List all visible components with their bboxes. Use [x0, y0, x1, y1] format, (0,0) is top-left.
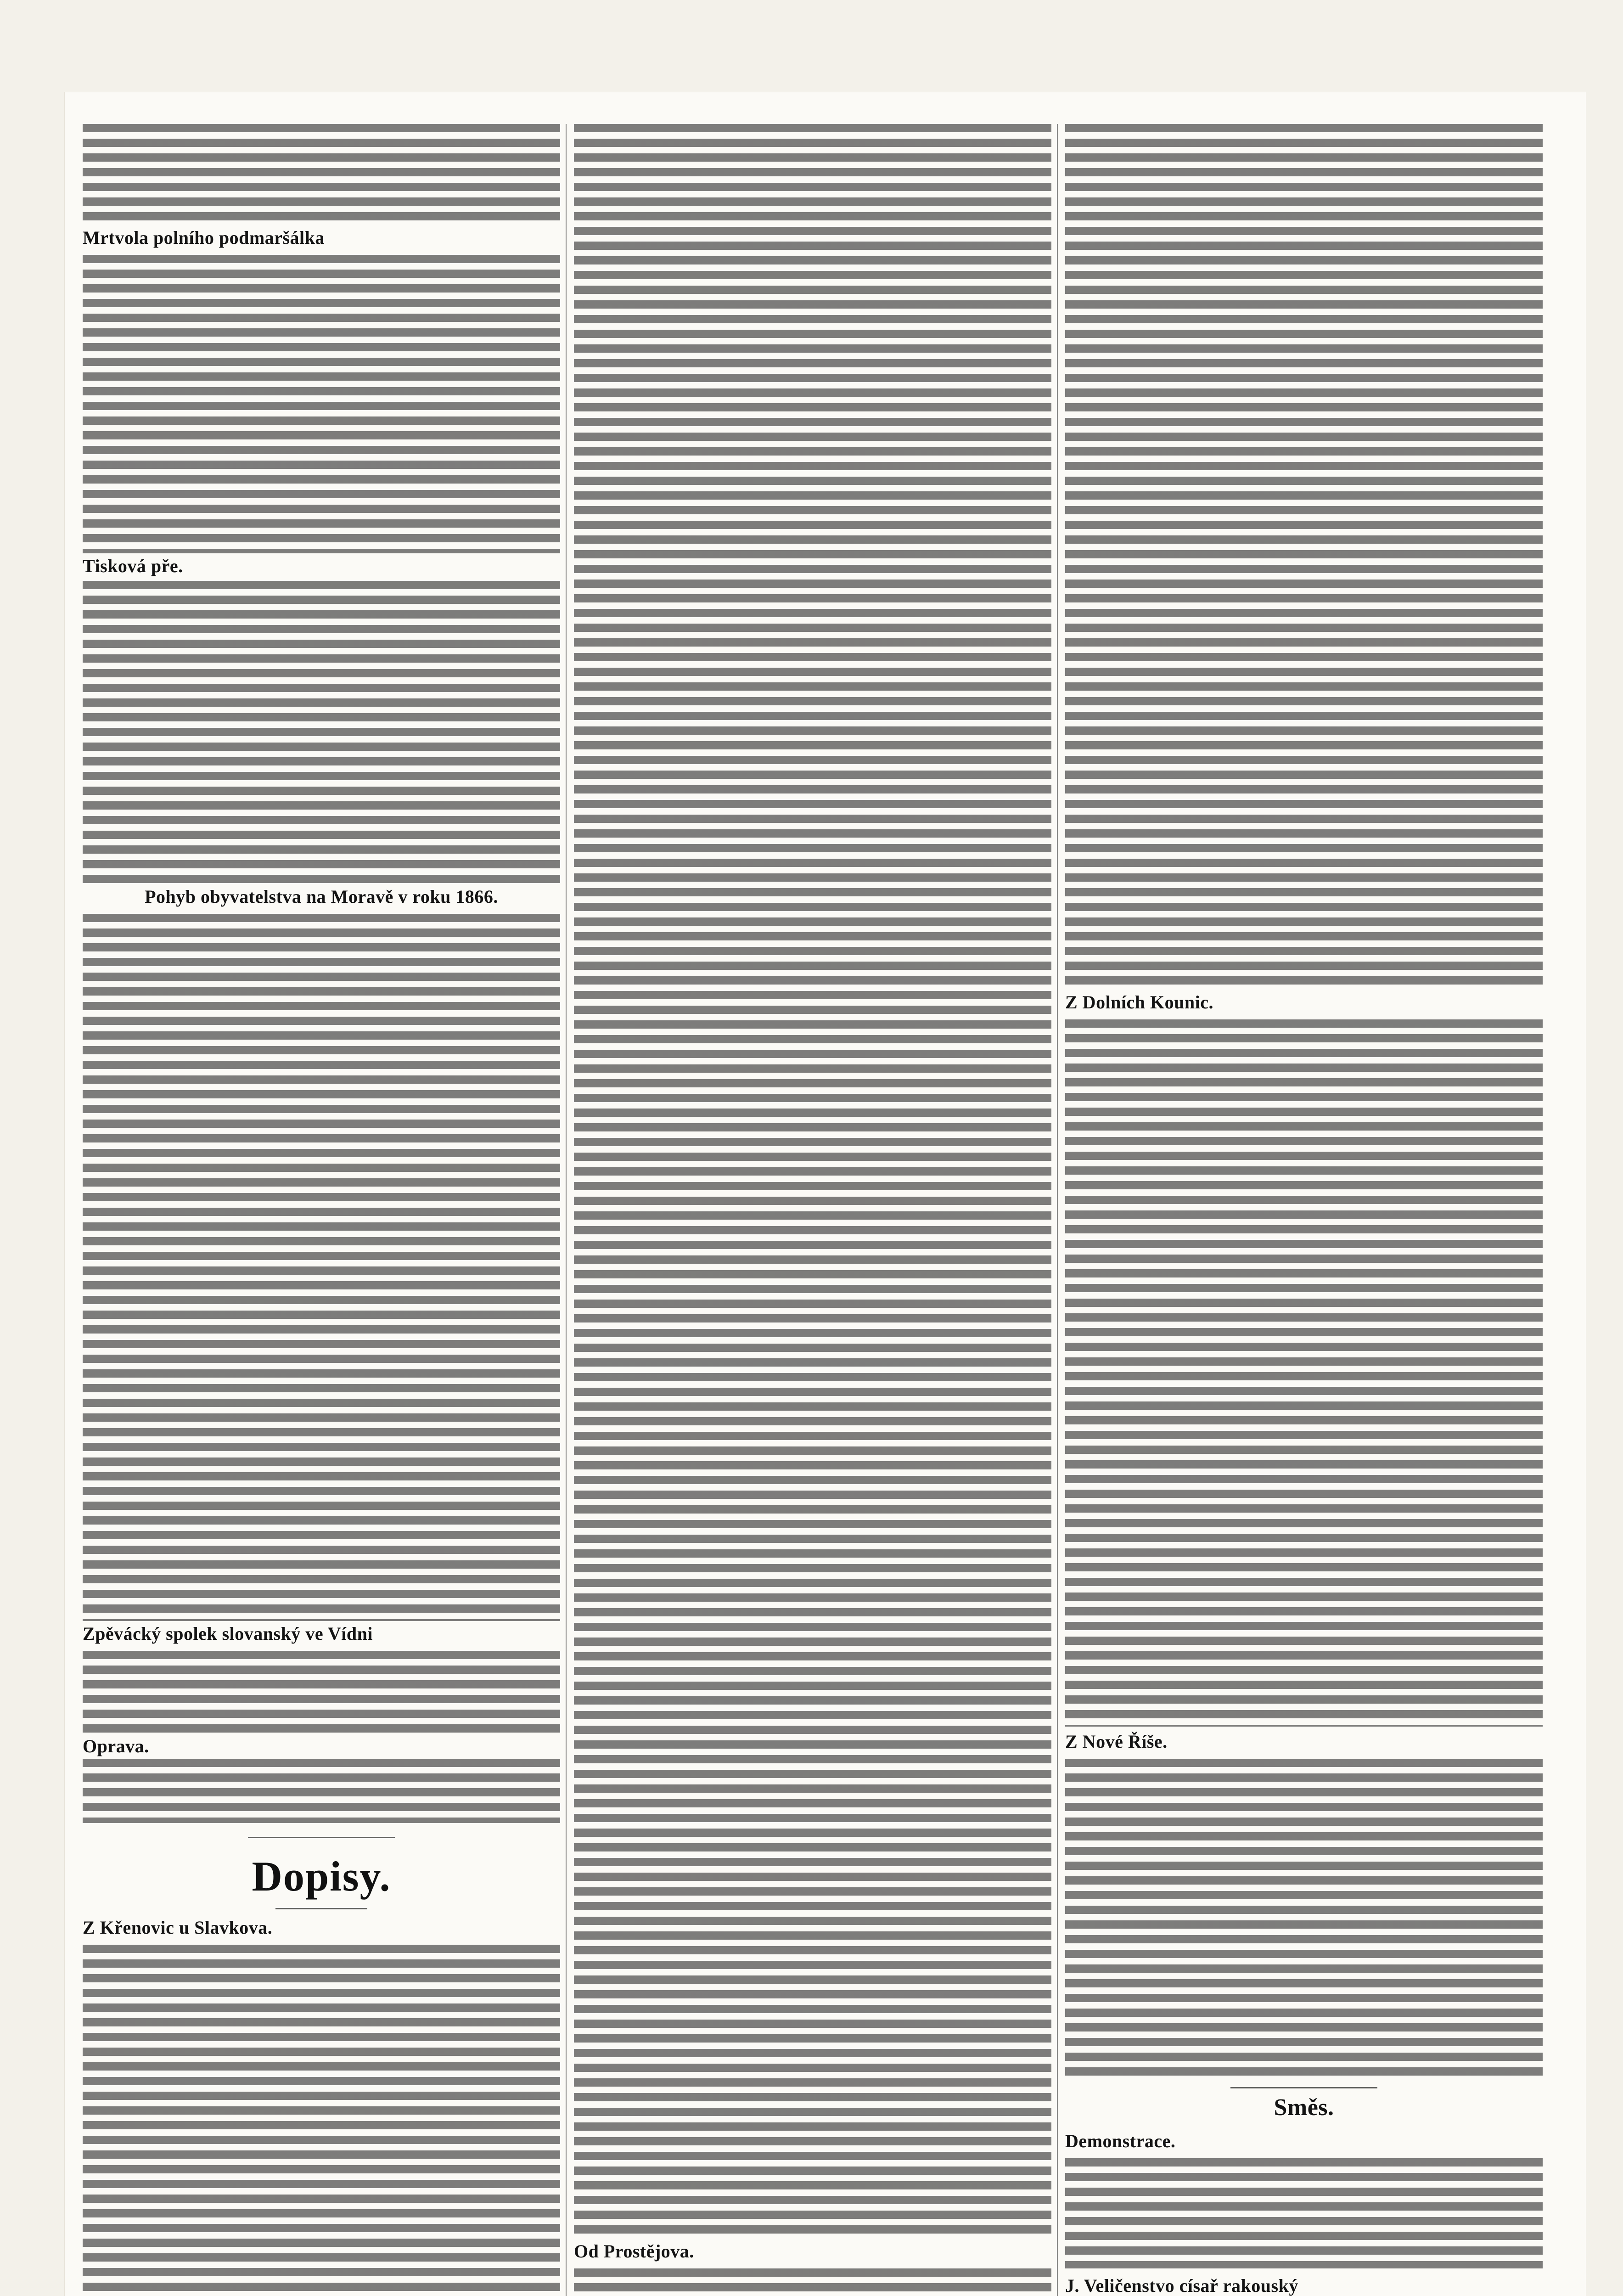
col1-heading-zpevacky-spolek: Zpěvácký spolek slovanský ve Vídni	[83, 1623, 560, 1644]
col3-heading-z-nove-rise: Z Nové Říše.	[1065, 1731, 1543, 1752]
col1-paragraph-7	[83, 1945, 560, 2296]
column-2	[574, 124, 1051, 2296]
col3-heading-j-velicenstvo: J. Veličenstvo císař rakouský	[1065, 2275, 1543, 2296]
column-divider-1	[566, 124, 567, 2296]
col1-heading-tiskova-pre: Tisková pře.	[83, 556, 560, 577]
col1-heading-mrtvola: Mrtvola polního podmaršálka	[83, 227, 560, 248]
col3-section-title-smes: Směs.	[1065, 2094, 1543, 2122]
col1-paragraph-4	[83, 914, 560, 1621]
col1-paragraph-6	[83, 1759, 560, 1823]
column-1	[83, 124, 560, 2296]
col1-paragraph-2	[83, 255, 560, 553]
column-divider-2	[1057, 124, 1058, 2296]
col3-divider	[1230, 2087, 1377, 2088]
col1-divider	[248, 1837, 395, 1838]
col1-heading-pohyb-obyvatelstva: Pohyb obyvatelstva na Moravě v roku 1866.	[83, 886, 560, 907]
col1-heading-z-krenovic: Z Křenovic u Slavkova.	[83, 1917, 560, 1938]
col3-paragraph-4	[1065, 2158, 1543, 2268]
col1-section-title-dopisy: Dopisy.	[83, 1855, 560, 1897]
col3-heading-demonstrace: Demonstrace.	[1065, 2131, 1543, 2152]
col1-paragraph-1	[83, 124, 560, 225]
col1-paragraph-3	[83, 581, 560, 884]
col2-paragraph-1	[574, 124, 1051, 2236]
col1-heading-oprava: Oprava.	[83, 1736, 560, 1757]
printed-sheet	[64, 92, 1586, 2296]
col1-divider-2	[275, 1908, 367, 1909]
col3-heading-z-dolnich-kounic: Z Dolních Kounic.	[1065, 992, 1543, 1013]
col3-paragraph-3	[1065, 1759, 1543, 2080]
col2-heading-od-prostejova: Od Prostějova.	[574, 2241, 1051, 2262]
column-3	[1065, 124, 1543, 2296]
col2-paragraph-2	[574, 2268, 1051, 2296]
col3-paragraph-1	[1065, 124, 1543, 987]
col1-paragraph-5	[83, 1651, 560, 1733]
col3-paragraph-2	[1065, 1019, 1543, 1727]
